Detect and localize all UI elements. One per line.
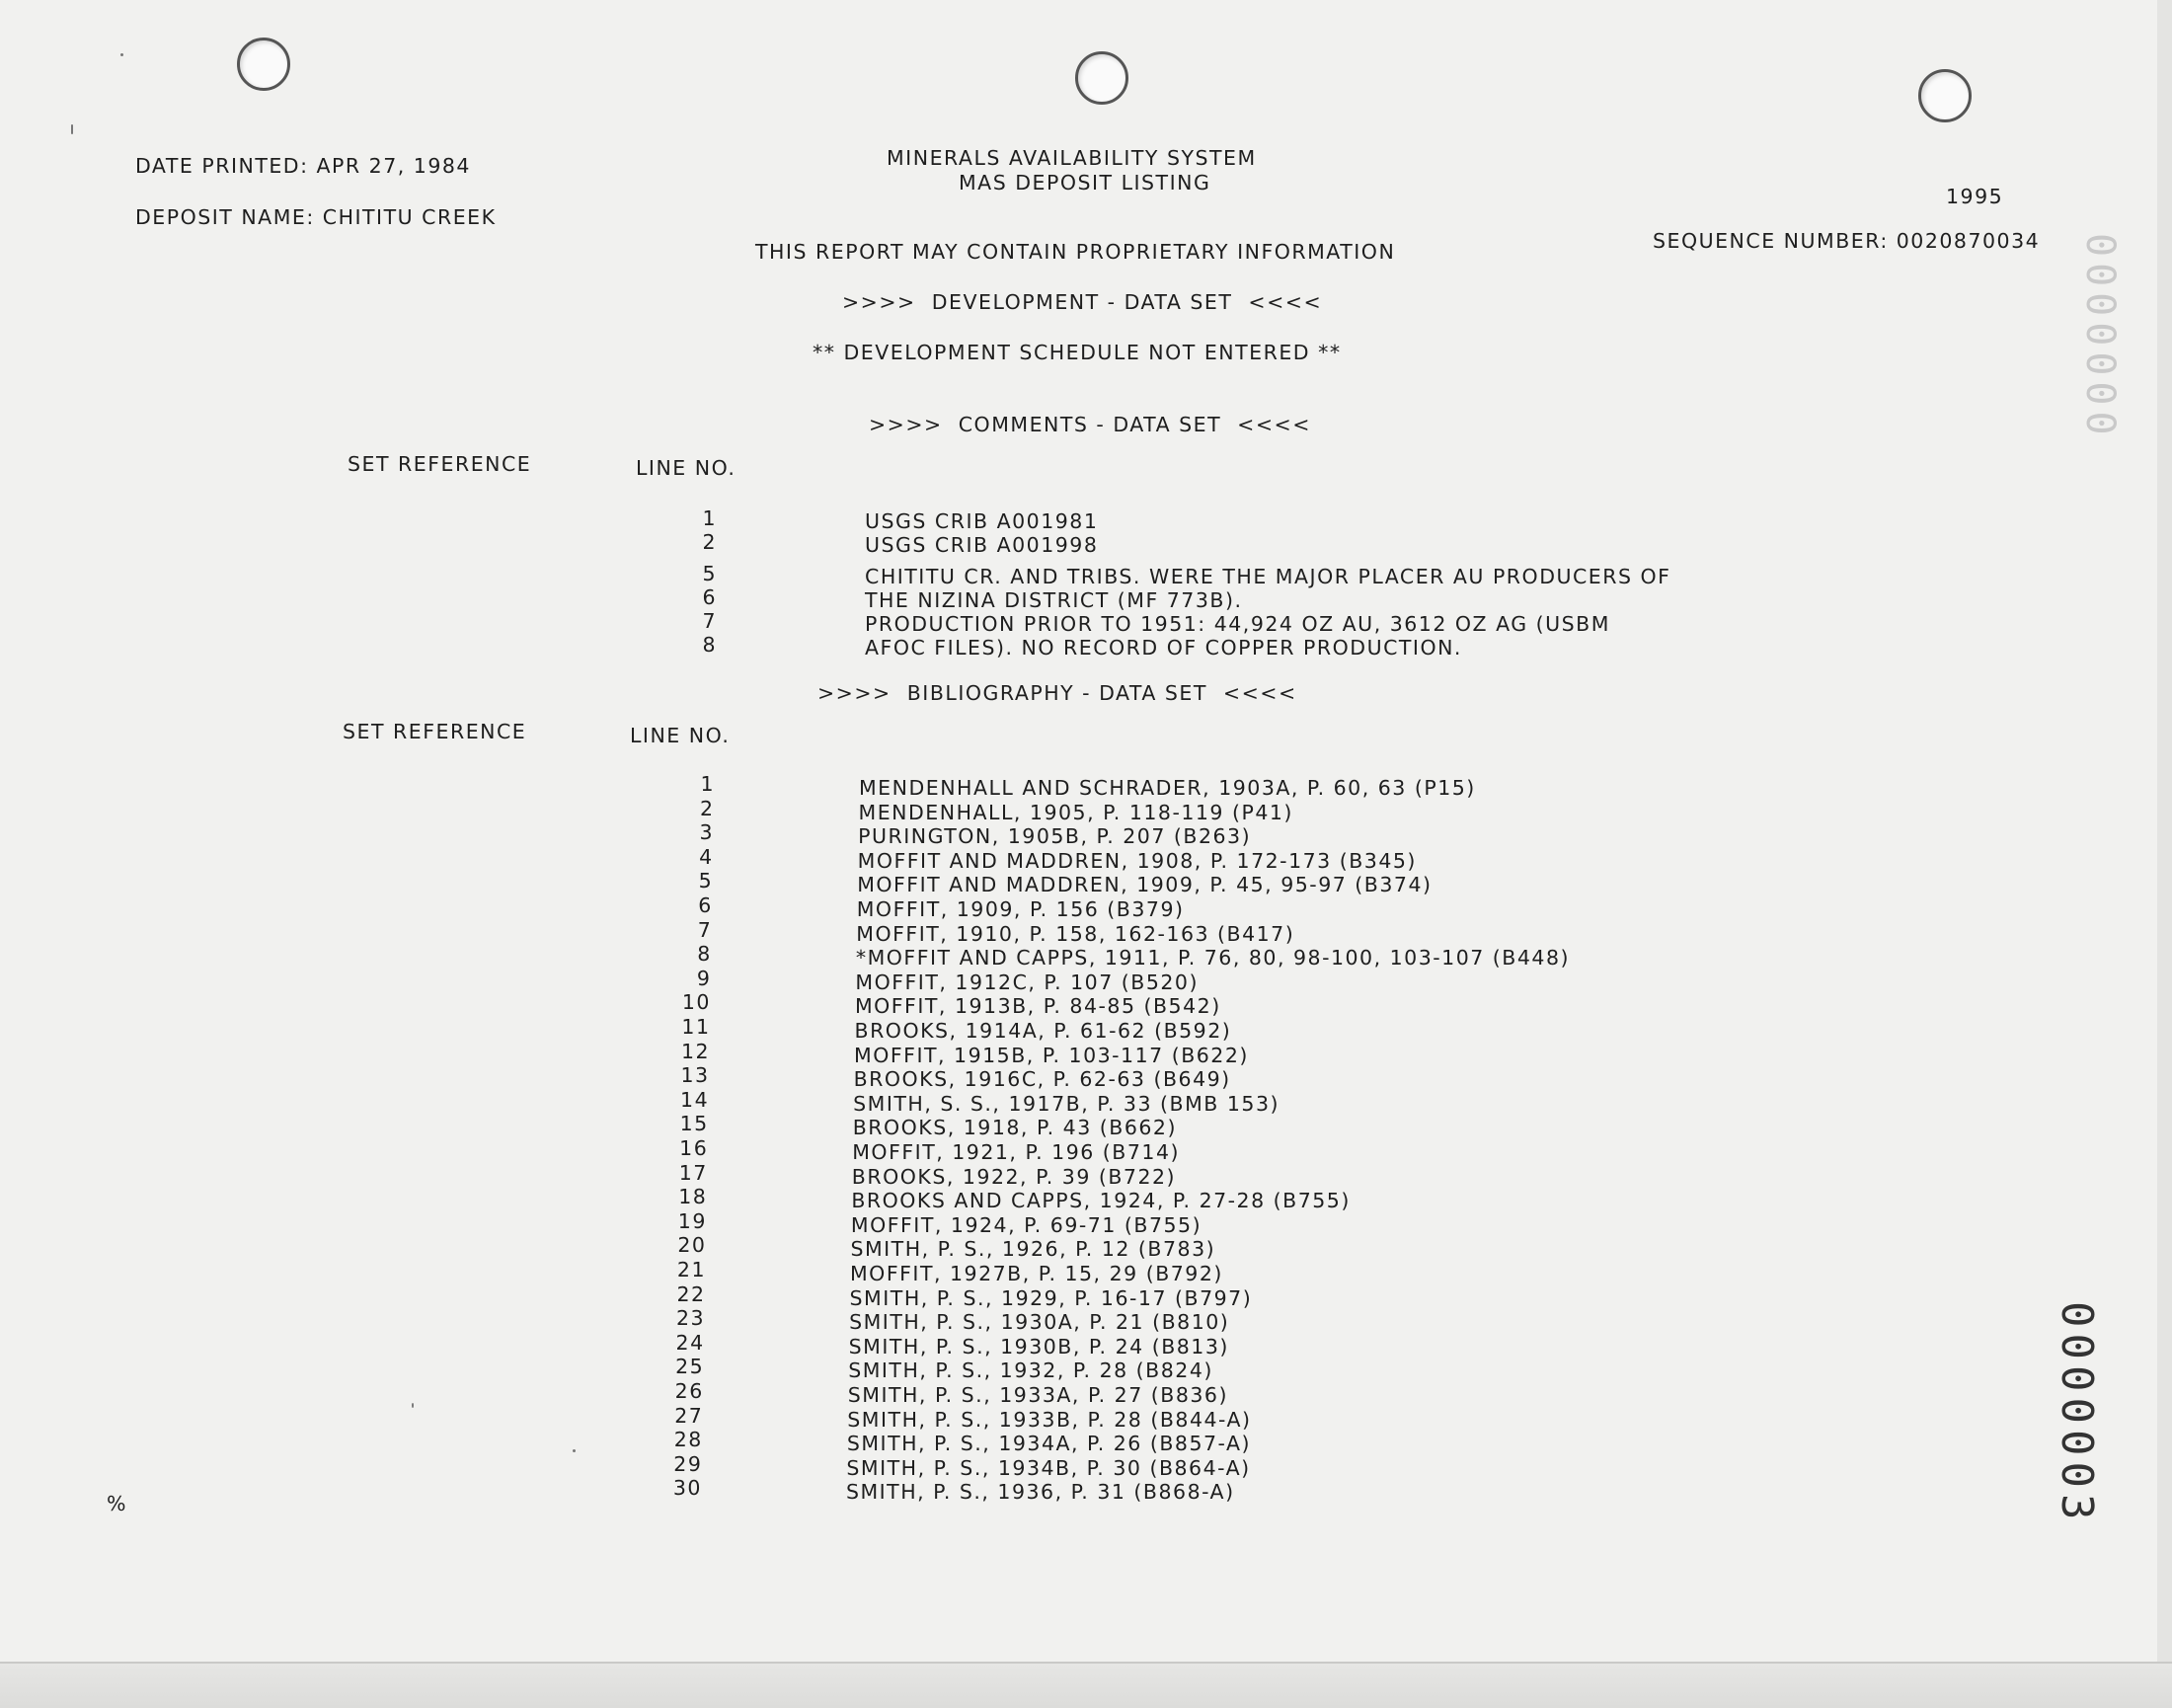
bibliography-line-text: BROOKS AND CAPPS, 1924, P. 27-28 (B755) — [851, 1189, 1351, 1213]
bibliography-line-text: SMITH, P. S., 1934B, P. 30 (B864-A) — [846, 1455, 1251, 1480]
bibliography-line-number: 17 — [678, 1160, 708, 1185]
bibliography-line-text: SMITH, P. S., 1930B, P. 24 (B813) — [848, 1334, 1229, 1359]
bibliography-line-number: 21 — [676, 1258, 706, 1281]
bibliography-line-text: MOFFIT, 1915B, P. 103-117 (B622) — [854, 1043, 1249, 1067]
bibliography-line-number: 20 — [677, 1233, 707, 1258]
bibliography-line-text: MOFFIT, 1921, P. 196 (B714) — [852, 1140, 1180, 1164]
bibliography-line-number: 13 — [680, 1063, 710, 1088]
bibliography-line-number: 22 — [676, 1281, 706, 1306]
comment-line-number: 2 — [702, 530, 717, 554]
bibliography-line-number: 9 — [696, 966, 712, 990]
bibliography-line-text: SMITH, P. S., 1932, P. 28 (B824) — [848, 1359, 1213, 1383]
bibliography-line-text: MOFFIT, 1924, P. 69-71 (B755) — [850, 1212, 1202, 1237]
comment-line-text: USGS CRIB A001981 — [865, 509, 1099, 533]
bibliography-line-number: 8 — [697, 942, 712, 967]
bibliography-line-text: SMITH, P. S., 1933B, P. 28 (B844-A) — [847, 1407, 1252, 1432]
bibliography-line-text: SMITH, P. S., 1929, P. 16-17 (B797) — [849, 1285, 1253, 1310]
bibliography-line-number: 27 — [674, 1403, 704, 1428]
bibliography-line-text: MENDENHALL, 1905, P. 118-119 (P41) — [858, 800, 1293, 824]
frame-number-faint: 0000000 — [2077, 233, 2123, 441]
paper-speck — [573, 1449, 576, 1452]
bibliography-line-text: BROOKS, 1914A, P. 61-62 (B592) — [854, 1019, 1232, 1043]
bibliography-line-text: BROOKS, 1916C, P. 62-63 (B649) — [853, 1067, 1231, 1092]
development-heading: >>>> DEVELOPMENT - DATA SET <<<< — [842, 290, 1323, 314]
bibliography-line-number: 12 — [680, 1039, 711, 1063]
punch-hole-left — [237, 38, 290, 91]
page-right-edge — [2157, 0, 2172, 1706]
paper-speck — [412, 1403, 414, 1408]
development-note: ** DEVELOPMENT SCHEDULE NOT ENTERED ** — [813, 341, 1342, 364]
percent-mark: % — [107, 1492, 127, 1515]
bibliography-line-text: MOFFIT, 1909, P. 156 (B379) — [856, 897, 1185, 921]
bibliography-line-number: 11 — [681, 1015, 711, 1039]
comment-line-number: 7 — [702, 609, 717, 633]
bibliography-line-text: PURINGTON, 1905B, P. 207 (B263) — [858, 824, 1252, 849]
sequence-number: SEQUENCE NUMBER: 0020870034 — [1653, 229, 2041, 253]
bibliography-line-number: 15 — [679, 1112, 709, 1136]
bibliography-line-number: 6 — [698, 893, 713, 917]
comment-line-text: THE NIZINA DISTRICT (MF 773B). — [865, 588, 1243, 612]
bibliography-line-text: BROOKS, 1922, P. 39 (B722) — [851, 1164, 1177, 1189]
bibliography-line-number: 25 — [675, 1355, 705, 1379]
bibliography-line-number: 23 — [676, 1306, 706, 1331]
bibliography-line-number: 14 — [680, 1087, 710, 1112]
bibliography-line-text: SMITH, S. S., 1917B, P. 33 (BMB 153) — [853, 1091, 1280, 1116]
punch-hole-right — [1918, 69, 1972, 122]
comment-line-number: 6 — [702, 585, 717, 609]
comment-line-number: 8 — [702, 633, 717, 657]
bibliography-line-number: 10 — [681, 990, 711, 1015]
bibliography-line-number: 30 — [672, 1476, 702, 1501]
bibliography-line-text: MOFFIT, 1913B, P. 84-85 (B542) — [854, 994, 1221, 1019]
bibliography-line-text: SMITH, P. S., 1934A, P. 26 (B857-A) — [846, 1432, 1252, 1456]
comment-line-text: CHITITU CR. AND TRIBS. WERE THE MAJOR PLACER AU PRODUCERS OF — [865, 565, 1671, 588]
comment-line-number: 1 — [702, 506, 717, 530]
bibliography-line-number: 2 — [700, 796, 715, 820]
bibliography-col-set-reference: SET REFERENCE — [343, 720, 527, 743]
paper-speck — [120, 53, 123, 56]
comments-col-set-reference: SET REFERENCE — [348, 452, 532, 476]
bibliography-line-text: MOFFIT AND MADDREN, 1908, P. 172-173 (B345) — [857, 848, 1417, 873]
bibliography-line-text: MENDENHALL AND SCHRADER, 1903A, P. 60, 63 (P15) — [859, 776, 1476, 800]
comments-heading: >>>> COMMENTS - DATA SET <<<< — [869, 413, 1311, 436]
comment-line-text: PRODUCTION PRIOR TO 1951: 44,924 OZ AU, 3612 OZ AG (USBM — [865, 612, 1610, 636]
bibliography-line-text: SMITH, P. S., 1926, P. 12 (B783) — [850, 1237, 1216, 1262]
bibliography-line-number: 29 — [673, 1451, 703, 1476]
paper-speck — [71, 124, 73, 134]
bibliography-line-number: 3 — [699, 820, 715, 845]
bibliography-line-text: BROOKS, 1918, P. 43 (B662) — [852, 1116, 1177, 1140]
bibliography-line-text: MOFFIT, 1912C, P. 107 (B520) — [855, 970, 1199, 994]
comment-line-number: 5 — [702, 562, 717, 585]
bibliography-line-text: MOFFIT AND MADDREN, 1909, P. 45, 95-97 (B374) — [857, 873, 1433, 897]
bibliography-line-number: 7 — [697, 917, 713, 942]
comment-line-text: USGS CRIB A001998 — [865, 533, 1099, 557]
punch-hole-center — [1075, 51, 1128, 105]
listing-title: MAS DEPOSIT LISTING — [959, 171, 1211, 194]
system-title: MINERALS AVAILABILITY SYSTEM — [887, 146, 1257, 170]
bibliography-line-number: 24 — [675, 1330, 705, 1355]
bibliography-heading: >>>> BIBLIOGRAPHY - DATA SET <<<< — [817, 681, 1297, 705]
bibliography-line-number: 19 — [677, 1208, 707, 1233]
bibliography-line-number: 16 — [679, 1136, 709, 1160]
page-bottom-edge — [0, 1662, 2172, 1708]
bibliography-line-number: 26 — [674, 1379, 704, 1403]
bibliography-col-line-no: LINE NO. — [630, 724, 731, 747]
proprietary-notice: THIS REPORT MAY CONTAIN PROPRIETARY INFORMATION — [755, 240, 1396, 264]
bibliography-line-text: MOFFIT, 1927B, P. 15, 29 (B792) — [850, 1262, 1223, 1285]
bibliography-line-text: MOFFIT, 1910, P. 158, 162-163 (B417) — [856, 921, 1295, 946]
bibliography-line-text: SMITH, P. S., 1930A, P. 21 (B810) — [849, 1310, 1230, 1335]
deposit-name: DEPOSIT NAME: CHITITU CREEK — [135, 205, 497, 229]
bibliography-line-number: 1 — [700, 772, 715, 796]
bibliography-line-text: SMITH, P. S., 1933A, P. 27 (B836) — [847, 1383, 1228, 1407]
frame-number-right: 0000003 — [2052, 1301, 2102, 1526]
date-printed: DATE PRINTED: APR 27, 1984 — [135, 154, 471, 178]
bibliography-line-text: *MOFFIT AND CAPPS, 1911, P. 76, 80, 98-100, 103-107 (B448) — [855, 946, 1570, 970]
bibliography-line-number: 5 — [698, 869, 714, 893]
comment-line-text: AFOC FILES). NO RECORD OF COPPER PRODUCTION. — [865, 636, 1462, 660]
bibliography-line-number: 4 — [699, 844, 714, 869]
bibliography-line-number: 28 — [673, 1428, 703, 1452]
bibliography-line-number: 18 — [678, 1185, 708, 1209]
comments-col-line-no: LINE NO. — [636, 456, 737, 480]
bibliography-line-text: SMITH, P. S., 1936, P. 31 (B868-A) — [845, 1480, 1235, 1505]
page-number: 1995 — [1946, 185, 2004, 208]
